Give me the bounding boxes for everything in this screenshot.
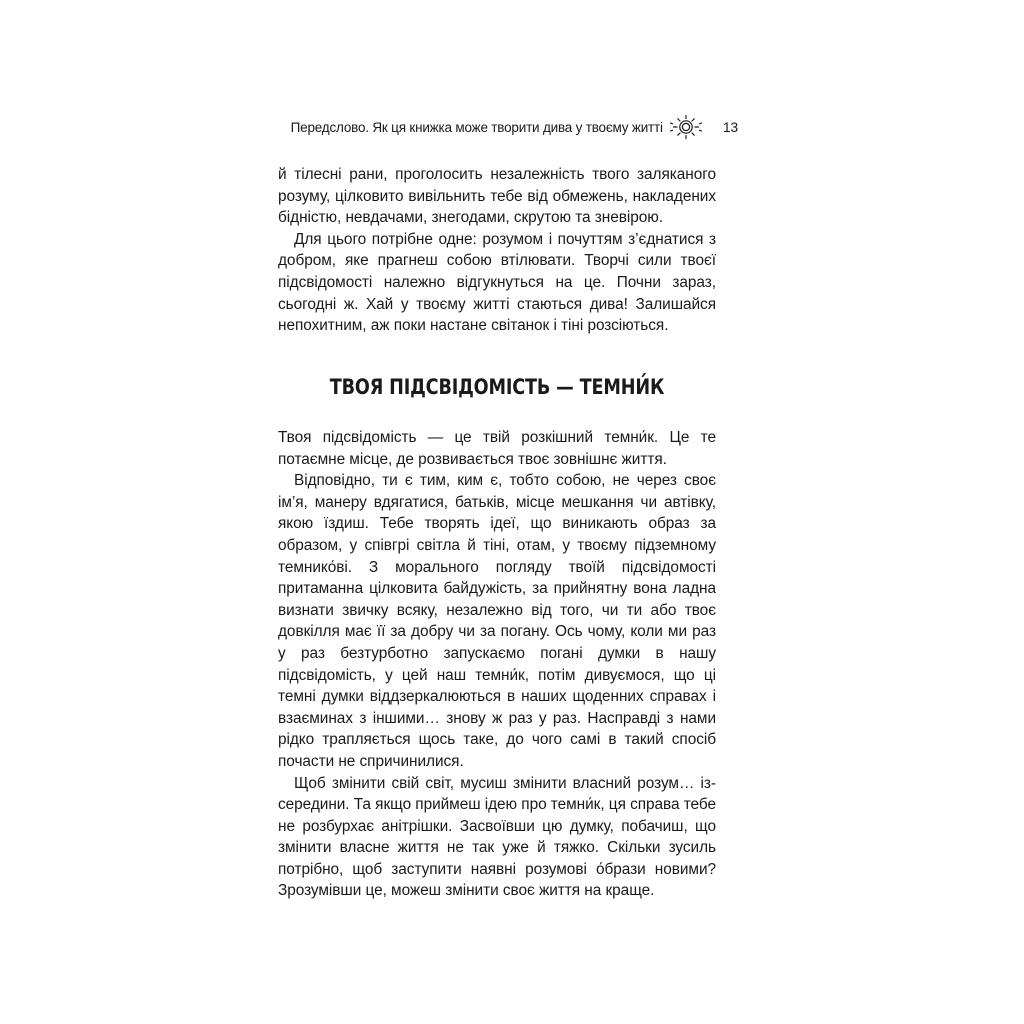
paragraph: Щоб змінити свій світ, мусиш змінити власний розум… ізсередини. Та якщо приймеш ідею про темни́к, ця справа тебе не розбурхає анітрішки. Засвоївши цю думку, побачиш, що змінити власне життя не так уже й тяжко. Скільки зусиль потрібно, щоб заступити наявні розумові о́брази новими? Зрозумівши це, можеш змінити своє життя на краще. xyxy=(278,774,716,900)
section-heading: ТВОЯ ПІДСВІДОМІСТЬ — ТЕМНИ́К xyxy=(329,375,665,399)
running-title: Передслово. Як ця книжка може творити дива у твоєму житті xyxy=(290,119,663,135)
section-text xyxy=(278,427,716,902)
sun-icon xyxy=(669,114,703,140)
paragraph: Для цього потрібне одне: розумом і почуттям з’єднатися з добром, яке прагнеш собою втілювати. Творчі сили твоєї підсвідомості належно відгукнуться на це. Почни зараз, сьогодні ж. Хай у твоєму житті стаються дива! Залишайся непохитним, аж поки настане світанок і тіні розсіються. xyxy=(278,230,716,335)
paragraph: Твоя підсвідомість — це твій розкішний темни́к. Це те потаємне місце, де розвивається твоє зовнішнє життя. xyxy=(278,429,716,468)
running-header xyxy=(291,114,738,140)
paragraph: Відповідно, ти є тим, ким є, тобто собою, не через своє ім’я, манеру вдягатися, батьків, місце мешкання чи автівку, якою їздиш. Тебе творять ідеї, що виникають образ за образом, у співгрі світла й тіні, отам, у твоєму підземному темнико́ві. З морального погляду твоїй підсвідомості притаманна цілковита байдужість, за прийнятну вона ладна визнати звичку всяку, незалежно від того, чи ти або твоє довкілля має її за добру чи за погану. Ось чому, коли ми раз у раз безтурботно запускаємо погані думки в нашу підсвідомість, у цей наш темни́к, потім дивуємося, що ці темні думки віддзеркалюються в наших щоденних справах і взаєминах з іншими… знову ж раз у раз. Насправді з нами рідко трапляється щось таке, до чого самі в такий спосіб почасти не спричинилися. xyxy=(278,472,716,770)
paragraph: й тілесні рани, проголосить незалежність твого заляканого розуму, цілковито вивільнить тебе від обмежень, накладених бідністю, невдачами, знегодами, скрутою та зневірою. xyxy=(278,166,716,227)
page-number: 13 xyxy=(722,119,738,135)
intro-text xyxy=(278,164,716,337)
